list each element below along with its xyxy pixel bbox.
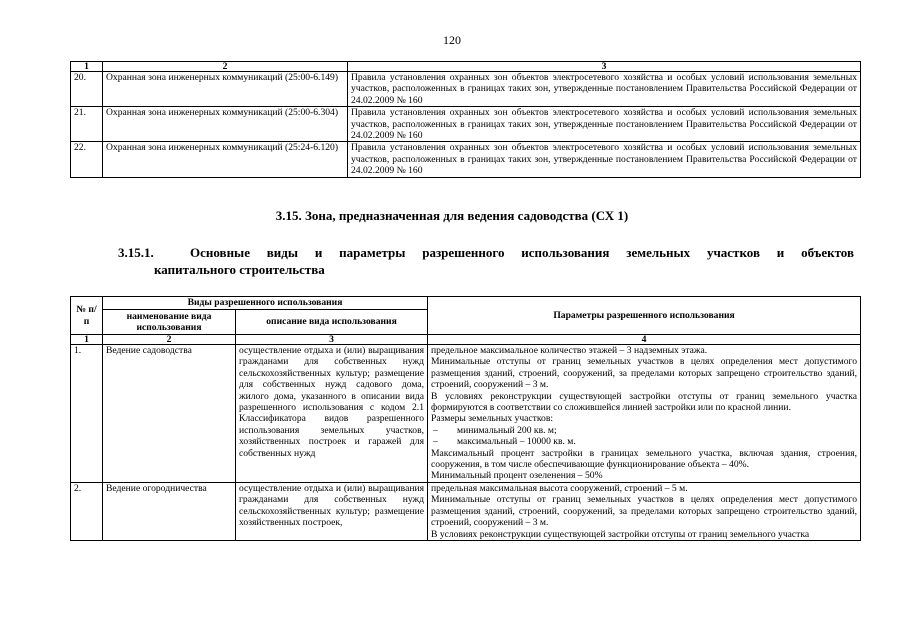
column-number-row [71, 335, 861, 345]
col-number: 4 [428, 335, 861, 345]
zone-name: Охранная зона инженерных коммуникаций (25:00-6.149) [103, 72, 348, 107]
table-row [71, 142, 861, 177]
subsection-heading [118, 244, 860, 278]
row-number: 20. [71, 72, 103, 107]
param-text: предельное максимальное количество этажей – 3 надземных этажа. [431, 345, 708, 356]
col-number: 1 [71, 335, 103, 345]
page-number: 120 [443, 33, 461, 47]
use-name: Ведение садоводства [103, 345, 236, 483]
use-description: осуществление отдыха и (или) выращивания гражданами для собственных нужд сельскохозяйственных культур; размещение хозяйственных построек, [236, 482, 428, 540]
header-params: Параметры разрешенного использования [428, 297, 861, 335]
col-number: 3 [236, 335, 428, 345]
subsection-title-line2: капитального строительства [154, 262, 325, 277]
table-row [71, 72, 861, 107]
col-number: 2 [103, 335, 236, 345]
param-text: Минимальный процент озеленения – 50% [431, 470, 603, 482]
header-num: № п/п [71, 297, 103, 335]
param-list-item: – минимальный 200 кв. м; [433, 424, 557, 436]
row-number: 22. [71, 142, 103, 177]
regulation-text: Правила установления охранных зон объектов электросетевого хозяйства и особых условий использования земельных участков, расположенных в границах таких зон, утвержденные постановлением Правительства Российской Федерации от 24.02.2009 № 160 [348, 107, 861, 142]
column-number-row [71, 62, 861, 72]
param-text: Минимальные отступы от границ земельных участков в целях определения мест допустимого размещения зданий, строений, сооружений, за пределами которых запрещено строительство зданий, строений, сооружений – 3 м. [431, 356, 858, 391]
use-name: Ведение огородничества [103, 482, 236, 540]
zone-name: Охранная зона инженерных коммуникаций (25:24-6.120) [103, 142, 348, 177]
col-number: 1 [71, 62, 103, 72]
param-text: В условиях реконструкции существующей застройки отступы от границ земельного участка формируются в соответствии со сложившейся линией застройки или по красной линии. [431, 390, 858, 414]
header-name: наименование вида использования [103, 310, 236, 335]
table-row [71, 345, 861, 483]
param-text: Максимальный процент застройки в границах земельного участка, включая здания, строения, сооружения, в том числе обеспечивающие функционирование объекта – 40%. [431, 447, 858, 471]
row-number: 21. [71, 107, 103, 142]
row-number: 1. [71, 345, 103, 483]
subsection-number: 3.15.1. [118, 245, 154, 260]
header-group: Виды разрешенного использования [103, 297, 428, 310]
use-description: осуществление отдыха и (или) выращивания гражданами для собственных нужд сельскохозяйственных культур; размещение для собственных нужд садового дома, жилого дома, указанного в описании вида разрешенного использования с кодом 2.1 Классификатора видов разрешенного использования земельных участков, хозяйственных построек и гаражей для собственных нужд [236, 345, 428, 483]
section-heading: 3.15. Зона, предназначенная для ведения садоводства (СХ 1) [275, 208, 629, 223]
regulation-text: Правила установления охранных зон объектов электросетевого хозяйства и особых условий использования земельных участков, расположенных в границах таких зон, утвержденные постановлением Правительства Российской Федерации от 24.02.2009 № 160 [348, 72, 861, 107]
zone-name: Охранная зона инженерных коммуникаций (25:00-6.304) [103, 107, 348, 142]
param-text: В условиях реконструкции существующей застройки отступы от границ земельного участка [431, 528, 810, 540]
param-text: Размеры земельных участков: [431, 413, 554, 425]
regulation-text: Правила установления охранных зон объектов электросетевого хозяйства и особых условий использования земельных участков, расположенных в границах таких зон, утвержденные постановлением Правительства Российской Федерации от 24.02.2009 № 160 [348, 142, 861, 177]
header-desc: описание вида использования [236, 310, 428, 335]
row-number: 2. [71, 482, 103, 540]
param-text: Минимальные отступы от границ земельных участков в целях определения мест допустимого размещения зданий, строений, сооружений, за пределами которых запрещено строительство зданий, строений, сооружений – 3 м. [431, 494, 858, 529]
use-parameters [428, 345, 861, 483]
use-parameters [428, 482, 861, 540]
param-list-item: – максимальный – 10000 кв. м. [433, 436, 576, 448]
header-row-1 [71, 297, 861, 310]
table-row [71, 482, 861, 540]
table-row [71, 107, 861, 142]
col-number: 3 [348, 62, 861, 72]
permitted-use-table [70, 296, 861, 541]
param-text: предельная максимальная высота сооружений, строений – 5 м. [431, 482, 688, 494]
subsection-title-line1: Основные виды и параметры разрешенного использования земельных участков и объектов [190, 245, 854, 260]
col-number: 2 [103, 62, 348, 72]
zones-table [70, 61, 861, 178]
